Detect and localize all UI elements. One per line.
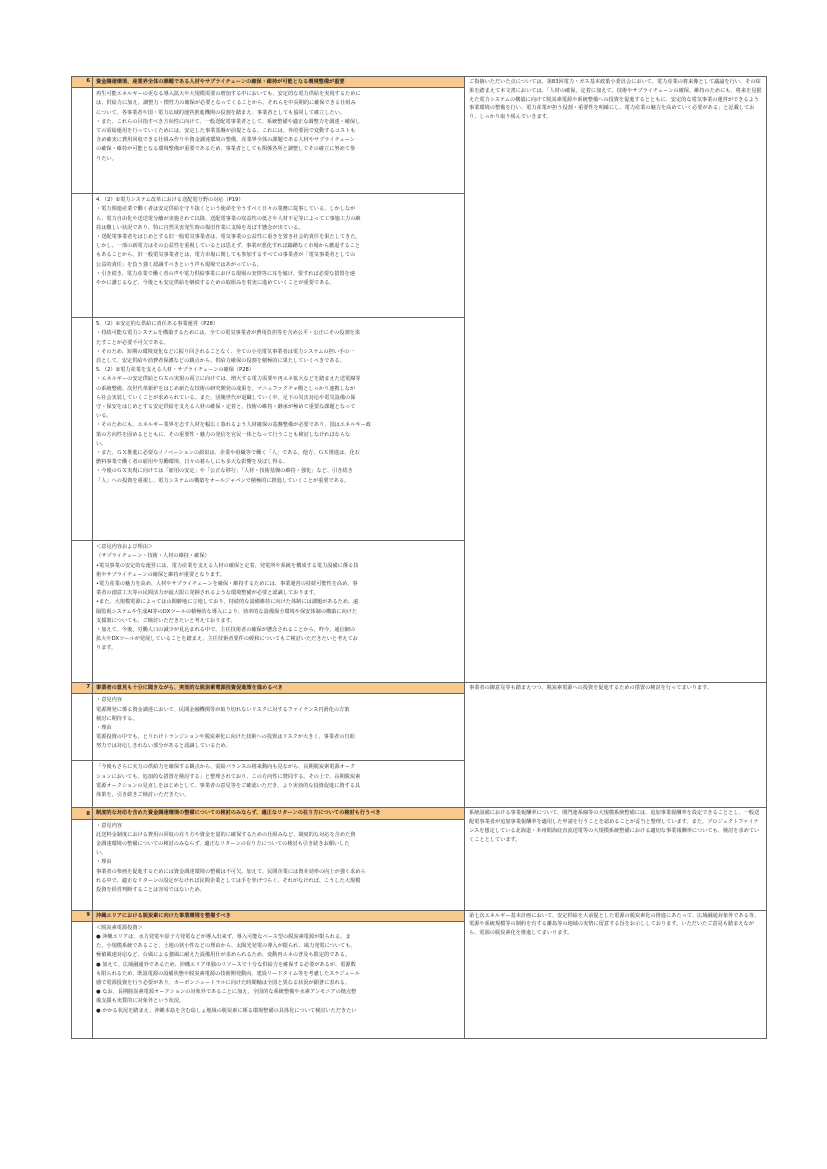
item-header-row [72, 683, 767, 694]
opinion-text: 再生可能エネルギーの更なる導入拡大や大規模需要の増加する中においても、安定的な電力供給を実現するために は、供給力に加え、調整力・慣性力の確保が必要となってくることから、それらを中長期的に確保できる仕組み について、各事業者や国・電力広域的運営推進機関の役割を踏まえ、事業者としても協同して確立したい。 ・また、これらの目指すべき方向性に向けて、一般送配電事業者として、系統整備や適正な調整力を調達・確保し ての需給運用を行っていくためには、安定した事業基盤が前提となる。これには、外的要因で変動するコストも 含め確実に費用回収できる仕組み作りや資金調達環境の整備、産業界全体の課題である人材やサプライチェーン の確保・維持が可能となる環境整備が重要であるため、事業者としても関係各所と調整してその確立に努めて参 りたい。 [96, 91, 361, 162]
item-answer: 第七次エネルギー基本計画において、安定供給を大前提とした電源の脱炭素化の推進にあたって、広域融通対象外である等、電源や系統規模等の制約を有する離島等の地域の実情に留意する旨をお示ししております。いただいたご意見も踏まえながら、電源の脱炭素化を推進してまいります。 [465, 910, 767, 1038]
item-header-row [72, 808, 767, 819]
opinion-table [71, 76, 767, 1039]
opinion-text: ・意見内容 託送料金制度における費用の回収の在り方や資金を量的に確保するための仕組みなど、制度的な対応を含めた資 金調達環境の整備についての検討のみならず、適正なリターンの在り方についての検討も引き続きお願いした い。 ・理由 事業者の参画を促進するためには資金調達環境の整備は不可欠。加えて、民間企業には資本効率の向上が強く求めら れる中で、適正なリターンの設定がなければ民間企業としては手を挙げづらく、それがなければ、こうした大規模 投資を経営判断することは容易ではないため。 [96, 822, 366, 894]
item-number: 8 [72, 808, 93, 819]
item-answer: 事業者の御意見等も踏まえつつ、脱炭素電源への投資を促進するための措置の検討を行ってまいります。 [465, 683, 767, 808]
item-number: 6 [72, 77, 93, 88]
item-header-row [72, 77, 767, 88]
item-number: 7 [72, 683, 93, 694]
opinion-text: 「今後もさらに火力の供給力を確保する観点から、需給バランスの将来動向も見ながら、長期脱炭素電源オーク ションにおいても、追加的な措置を検討する」と整理されており、この方向性に賛同する。その上で、長期脱炭素 電源オークションの見直しをはじめとして、事業者の意見等をご確認いただき、より実効的な投資促進に資する具 体策を、引き続きご検討いただきたい。 [96, 764, 361, 799]
opinion-text: ＜意見内容および理由＞ （サプライチェーン・技術・人材の維持・確保） •電気事業の安定的な運営には、電力産業を支える人材の確保と定着、発電所や系統を構成する電力設備に係る技 術やサプライチェーンの確保と維持が重要となります。 •電力産業の魅力を高め、人材やサプライチェーンを確保・維持するためには、事業運営の持続可能性を高め、事 業者の創意工夫等の民間活力が最大限に発揮されるような環境整備が必要と認識しております。 •また、大規模電源によっては山間僻地に立地しており、持続的な設備維持に向けた体制には課題があるため、遠 隔監視システムや生成AI等のDXツールの積極的な導入により、効率的な設備保全環境や保安体制の構築に向けた 支援策についても、ご検討いただきたいと考えております。 ・加えて、今後、労働人口の減少が見込まれる中で、主任技術者の確保が懸念されることから、昨今、通信網の 拡大やDXツールが発展していることを踏まえ、主任技術者要件の緩和についてもご検討いただきたいと考えてお ります。 [96, 544, 359, 652]
opinion-text: ＜脱炭素電源投資＞ ● 沖縄エリアは、水力発電や原子力発電などが導入出来ず、導入可能なベース型の脱炭素電源が限られる。ま た、小規模系統であること、土地の狭小性などの理由から、太陽光発電の導入が限られ、風力発電についても、 極値風速対応など、台風による強風に耐えた設備用仕が求められるため、変動再エネの普及も限定的である。 ● 加えて、広域融通外であるため、沖縄エリア単独のリソースで十分な供給力を確保する必要があるが、電源数 も限られるため、既設電源の設備状態や脱炭素電源の技術開発動向、建設リードタイム等を考慮したスケジュール 感で電源投資を行う必要があり、カーボンニュートラルに向けた時間軸は全国と異なる状況が顕著に表れる。 ● なお、長期脱炭素電源オークションの対象外であることに加え、全国的な系統整備や水素アンモニアの拠点整 備支援も実質的に対象外という状況。 ● かかる状況を踏まえ、沖縄本島を含む島しょ地域の脱炭素に係る環境整備の具体化について検討いただきたい [96, 924, 360, 1014]
item-title: 制度的な対応を含めた資金調達環境の整備についての検討のみならず、適正なリターンの在り方についての検討も行うべき [93, 808, 465, 819]
opinion-text: 5．（2）①安定的な供給に責任ある事業運営（P28） ・持続可能な電力システムを構築するためには、全ての電気事業者が費用負担等を含め公平・公正にその役割を果 たすことが必要不可欠である。 ・そのため、短期の環境変化などに振り回されることなく、全ての小売電気事業者は電力システムの担い手の一 員として、安定供給や消費者保護などの観点から、供給力確保の役割を積極的に果たしていくべきである。 5．（2）②電力産業を支える人材・サプライチェーンの確保（P28） ・エネルギーの安定供給とＧＸの実現の両立に向けては、増大する電力需要や再エネ拡大などを踏まえた送電線等 の系統整備、次世代革新炉をはじめ新たな技術の研究開発の成果を、マニュファクチャ側としっかり連携しなが ら社会実装していくことが求められている。また、団塊世代が退職していく中、足下の災害対応や電気設備の保 守・保安をはじめとする安定供給を支える人材の確保・定着と、技術の維持・継承が極めて重要な課題となって いる。 ・そのためにも、エネルギー業界を志す人材を幅広く募れるよう人材確保の基盤整備が必要であり、国はエネルギー政 策の方向性を固めるとともに、その重要性・魅力の発信を官民一体となって行うことも検討しなければならな い。 ・また、ＧＸ推進に必要なイノベーションの源泉は、企業や組織等で働く「人」である。他方、ＧＸ推進は、化石 燃料事業で働く者の雇用や労働環境、日々の暮らしにも多大な影響を及ぼし得る。 ・今後のＧＸ実現に向けては「雇用の安定」や「公正な移行」「人材・技術基盤の維持・強化」など、引き続き 「人」への投資を重視し、電力システムの構築をオールジャパンで積極的に推進していくことが重要である。 [96, 321, 371, 484]
item-number: 9 [72, 910, 93, 921]
item-title: 資金調達環境、産業界全体の課題である人材やサプライチェーンの確保・維持が可能となる環境整備が重要 [93, 77, 465, 88]
opinion-text: 4．（2）①電力システム改革における送配電分野の対応（P19） ・電力関連産業で働く者は安定供給を守り抜くという使命を全うすべく日々の業務に従事している。しかしなが ら、電力自由化や送送電分離が実施されて以降、送配電事業の収益性の低さや人材不足等によって工事施工力の維 持は難しい状況であり、特に自然災害発生時の復旧作業に支障を及ぼす懸念が出ている。 ・送配電事業者をはじめとする旧一般電気事業者は、電気事業の公益性に重きを置き社会的責任を果たしてきた。 しかし、一部の新電力はその公益性を重視しているとは思えず、事業が悪化すれば躊躇なく市場から撤退すること もあることから、旧一般電気事業者とは、電力市場に関しても参加するすべての事業者が「電気事業者としての 公益的責任」を負う強く認識すべきという声も現場ではあがっている。 ・引き続き、電力産業で働く者の声や電力供給事業における現場の実情等に耳を傾け、要すれば必要な措置を速 やかに講じるなど、今後とも安定供給を継続するための取組みを着実に進めていくことが重要である。 [96, 197, 361, 287]
item-title: 事業者の意見も十分に聞きながら、実効的な脱炭素電源投資促進策を進めるべき [93, 683, 465, 694]
item-header-row [72, 910, 767, 921]
item-answer: 系統設備における事業報酬率について、関門連系線等の大規模系統整備には、追加事業報酬率を設定できることとし、一般送配電事業者が追加事業報酬率を適用した申請を行うことを認めることが妥当と整理しています。また、プロジェクトファイナンスを想定している北海道・本州間海底直流送電等の大規模系統整備における適切な事業報酬率についても、検討を求めていくこととしています。 [465, 808, 767, 910]
item-title: 沖縄エリアにおける脱炭素に向けた事業環境を整備すべき [93, 910, 465, 921]
item-answer: ご指摘いただいた点については、第83回電力・ガス基本政策小委員会において、電力産業の将来像として議論を行い、その結果を踏まえて本文書においては、「人材の確保、定着に加えて、技術やサプライチェーンの確保、維持のためにも、将来を見据えた電力システムの構築に向けて脱炭素電源や系統整備への投資を促進するとともに、安定的な電気事業の運営ができるよう事業環境の整備を行い、電力産業が担う役割・重要性を明確にし、電力産業の魅力を高めていく必要がある」と記載しており、しっかり取り組んでいきます。 [465, 77, 767, 683]
opinion-text: ・意見内容 電源開発に係る資金調達において、民間金融機関等が取り切れないリスクに対するファイナンス円滑化の方策 検討に期待する。 ・理由 電源投資の中でも、とりわけトランジションや脱炭素化に向けた技術への投資はリスクが大きく、事業者の自助 努力では対応しきれない部分があると認識しているため。 [96, 697, 355, 750]
